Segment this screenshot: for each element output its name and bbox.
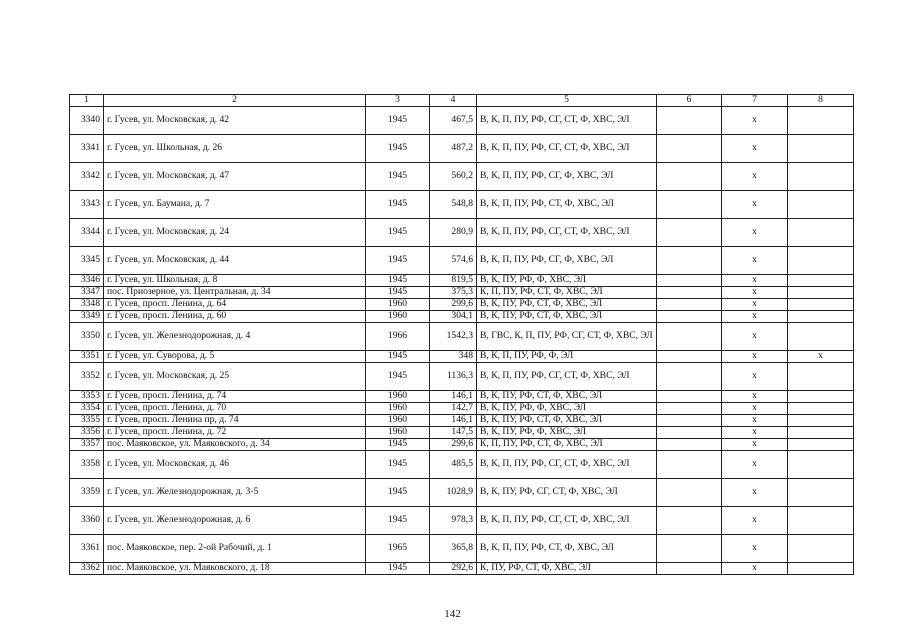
year-cell: 1965 (366, 535, 430, 563)
table-row (70, 351, 854, 363)
systems-cell: В, К, П, ПУ, РФ, СГ, СТ, Ф, ХВС, ЭЛ (477, 363, 657, 391)
address-cell: г. Гусев, ул. Школьная, д. 26 (104, 135, 366, 163)
column-7-cell: х (722, 219, 788, 247)
column-7-cell: х (722, 439, 788, 451)
column-7-cell: х (722, 507, 788, 535)
column-8-cell (788, 191, 854, 219)
row-number: 3356 (70, 427, 104, 439)
column-8-cell (788, 403, 854, 415)
area-cell: 574,6 (430, 247, 477, 275)
column-7-cell: х (722, 247, 788, 275)
area-cell: 467,5 (430, 107, 477, 135)
year-cell: 1960 (366, 403, 430, 415)
systems-cell: В, К, П, ПУ, РФ, Ф, ЭЛ (477, 351, 657, 363)
column-6-cell (657, 275, 722, 287)
table-row (70, 219, 854, 247)
column-8-cell (788, 323, 854, 351)
year-cell: 1960 (366, 415, 430, 427)
address-cell: г. Гусев, ул. Московская, д. 42 (104, 107, 366, 135)
column-7-cell: х (722, 163, 788, 191)
address-cell: г. Гусев, просп. Ленина, д. 60 (104, 311, 366, 323)
year-cell: 1960 (366, 427, 430, 439)
area-cell: 1542,3 (430, 323, 477, 351)
systems-cell: В, К, П, ПУ, РФ, СТ, Ф, ХВС, ЭЛ (477, 191, 657, 219)
column-7-cell: х (722, 535, 788, 563)
column-header-1: 1 (70, 95, 104, 107)
systems-cell: В, К, П, ПУ, РФ, СГ, СТ, Ф, ХВС, ЭЛ (477, 107, 657, 135)
address-cell: пос. Маяковское, пер. 2-ой Рабочий, д. 1 (104, 535, 366, 563)
column-7-cell: х (722, 107, 788, 135)
area-cell: 978,3 (430, 507, 477, 535)
year-cell: 1945 (366, 219, 430, 247)
table-row (70, 439, 854, 451)
column-header-4: 4 (430, 95, 477, 107)
table-row (70, 287, 854, 299)
row-number: 3341 (70, 135, 104, 163)
area-cell: 299,6 (430, 299, 477, 311)
systems-cell: В, К, П, ПУ, РФ, СГ, СТ, Ф, ХВС, ЭЛ (477, 219, 657, 247)
area-cell: 375,3 (430, 287, 477, 299)
column-6-cell (657, 415, 722, 427)
column-header-2: 2 (104, 95, 366, 107)
systems-cell: В, К, П, ПУ, РФ, СГ, СТ, Ф, ХВС, ЭЛ (477, 451, 657, 479)
table-row (70, 191, 854, 219)
column-6-cell (657, 563, 722, 575)
column-8-cell (788, 391, 854, 403)
row-number: 3344 (70, 219, 104, 247)
column-7-cell: х (722, 479, 788, 507)
systems-cell: В, К, ПУ, РФ, Ф, ХВС, ЭЛ (477, 403, 657, 415)
area-cell: 487,2 (430, 135, 477, 163)
systems-cell: В, К, ПУ, РФ, СТ, Ф, ХВС, ЭЛ (477, 415, 657, 427)
column-6-cell (657, 351, 722, 363)
column-number-row (70, 95, 854, 107)
table-row (70, 163, 854, 191)
year-cell: 1945 (366, 507, 430, 535)
systems-cell: В, ГВС, К, П, ПУ, РФ, СГ, СТ, Ф, ХВС, ЭЛ (477, 323, 657, 351)
address-cell: г. Гусев, ул. Школьная, д. 8 (104, 275, 366, 287)
column-6-cell (657, 323, 722, 351)
column-6-cell (657, 391, 722, 403)
column-6-cell (657, 507, 722, 535)
year-cell: 1945 (366, 451, 430, 479)
housing-register-table (69, 94, 854, 575)
address-cell: г. Гусев, просп. Ленина, д. 72 (104, 427, 366, 439)
year-cell: 1945 (366, 479, 430, 507)
row-number: 3354 (70, 403, 104, 415)
column-7-cell: х (722, 427, 788, 439)
column-8-cell (788, 219, 854, 247)
column-header-3: 3 (366, 95, 430, 107)
column-8-cell (788, 439, 854, 451)
table-body (70, 107, 854, 575)
column-6-cell (657, 247, 722, 275)
column-6-cell (657, 403, 722, 415)
systems-cell: В, К, ПУ, РФ, СГ, СТ, Ф, ХВС, ЭЛ (477, 479, 657, 507)
address-cell: г. Гусев, просп. Ленина, д. 70 (104, 403, 366, 415)
column-7-cell: х (722, 275, 788, 287)
column-7-cell: х (722, 299, 788, 311)
row-number: 3350 (70, 323, 104, 351)
area-cell: 365,8 (430, 535, 477, 563)
column-8-cell (788, 311, 854, 323)
systems-cell: В, К, П, ПУ, РФ, СГ, Ф, ХВС, ЭЛ (477, 163, 657, 191)
table-row (70, 135, 854, 163)
address-cell: г. Гусев, просп. Ленина, д. 64 (104, 299, 366, 311)
table-row (70, 107, 854, 135)
area-cell: 146,1 (430, 391, 477, 403)
area-cell: 548,8 (430, 191, 477, 219)
row-number: 3347 (70, 287, 104, 299)
column-8-cell (788, 427, 854, 439)
address-cell: г. Гусев, просп. Ленина, д. 74 (104, 391, 366, 403)
year-cell: 1966 (366, 323, 430, 351)
area-cell: 142,7 (430, 403, 477, 415)
area-cell: 1028,9 (430, 479, 477, 507)
column-header-7: 7 (722, 95, 788, 107)
address-cell: г. Гусев, ул. Московская, д. 47 (104, 163, 366, 191)
area-cell: 146,1 (430, 415, 477, 427)
systems-cell: В, К, П, ПУ, РФ, СГ, Ф, ХВС, ЭЛ (477, 247, 657, 275)
column-7-cell: х (722, 135, 788, 163)
year-cell: 1945 (366, 351, 430, 363)
table-row (70, 535, 854, 563)
row-number: 3349 (70, 311, 104, 323)
systems-cell: В, К, ПУ, РФ, Ф, ХВС, ЭЛ (477, 275, 657, 287)
table-row (70, 403, 854, 415)
column-8-cell (788, 163, 854, 191)
column-header-6: 6 (657, 95, 722, 107)
column-7-cell: х (722, 451, 788, 479)
address-cell: г. Гусев, ул. Московская, д. 24 (104, 219, 366, 247)
column-8-cell (788, 415, 854, 427)
column-6-cell (657, 219, 722, 247)
year-cell: 1945 (366, 363, 430, 391)
column-6-cell (657, 311, 722, 323)
year-cell: 1960 (366, 391, 430, 403)
area-cell: 560,2 (430, 163, 477, 191)
area-cell: 485,5 (430, 451, 477, 479)
column-6-cell (657, 451, 722, 479)
column-6-cell (657, 535, 722, 563)
table-row (70, 479, 854, 507)
column-8-cell (788, 107, 854, 135)
area-cell: 348 (430, 351, 477, 363)
row-number: 3353 (70, 391, 104, 403)
column-7-cell: х (722, 563, 788, 575)
column-6-cell (657, 427, 722, 439)
table-row (70, 323, 854, 351)
address-cell: г. Гусев, ул. Железнодорожная, д. 6 (104, 507, 366, 535)
column-6-cell (657, 363, 722, 391)
year-cell: 1945 (366, 563, 430, 575)
column-8-cell (788, 535, 854, 563)
column-7-cell: х (722, 391, 788, 403)
table-row (70, 507, 854, 535)
area-cell: 280,9 (430, 219, 477, 247)
address-cell: г. Гусев, ул. Баумана, д. 7 (104, 191, 366, 219)
year-cell: 1960 (366, 299, 430, 311)
column-8-cell (788, 135, 854, 163)
year-cell: 1945 (366, 135, 430, 163)
systems-cell: В, К, П, ПУ, РФ, СТ, Ф, ХВС, ЭЛ (477, 535, 657, 563)
row-number: 3360 (70, 507, 104, 535)
column-8-cell (788, 507, 854, 535)
address-cell: пос. Маяковское, ул. Маяковского, д. 34 (104, 439, 366, 451)
row-number: 3340 (70, 107, 104, 135)
table-row (70, 363, 854, 391)
year-cell: 1945 (366, 191, 430, 219)
systems-cell: В, К, ПУ, РФ, Ф, ХВС, ЭЛ (477, 427, 657, 439)
row-number: 3357 (70, 439, 104, 451)
area-cell: 1136,3 (430, 363, 477, 391)
area-cell: 819,5 (430, 275, 477, 287)
column-7-cell: х (722, 403, 788, 415)
column-7-cell: х (722, 191, 788, 219)
column-8-cell (788, 275, 854, 287)
table-row (70, 247, 854, 275)
row-number: 3359 (70, 479, 104, 507)
table-row (70, 451, 854, 479)
column-6-cell (657, 479, 722, 507)
column-6-cell (657, 439, 722, 451)
year-cell: 1945 (366, 439, 430, 451)
column-6-cell (657, 135, 722, 163)
area-cell: 292,6 (430, 563, 477, 575)
row-number: 3346 (70, 275, 104, 287)
year-cell: 1945 (366, 275, 430, 287)
row-number: 3352 (70, 363, 104, 391)
column-6-cell (657, 287, 722, 299)
table-row (70, 427, 854, 439)
address-cell: г. Гусев, ул. Суворова, д. 5 (104, 351, 366, 363)
address-cell: г. Гусев, ул. Московская, д. 25 (104, 363, 366, 391)
address-cell: г. Гусев, просп. Ленина пр, д. 74 (104, 415, 366, 427)
year-cell: 1945 (366, 247, 430, 275)
table-row (70, 563, 854, 575)
column-7-cell: х (722, 287, 788, 299)
systems-cell: В, К, ПУ, РФ, СТ, Ф, ХВС, ЭЛ (477, 299, 657, 311)
area-cell: 147,5 (430, 427, 477, 439)
table-row (70, 299, 854, 311)
row-number: 3343 (70, 191, 104, 219)
row-number: 3362 (70, 563, 104, 575)
address-cell: г. Гусев, ул. Московская, д. 46 (104, 451, 366, 479)
address-cell: г. Гусев, ул. Московская, д. 44 (104, 247, 366, 275)
column-8-cell (788, 287, 854, 299)
row-number: 3358 (70, 451, 104, 479)
column-8-cell (788, 363, 854, 391)
column-7-cell: х (722, 415, 788, 427)
row-number: 3351 (70, 351, 104, 363)
table-row (70, 311, 854, 323)
column-7-cell: х (722, 351, 788, 363)
column-8-cell: х (788, 351, 854, 363)
row-number: 3342 (70, 163, 104, 191)
systems-cell: К, П, ПУ, РФ, СТ, Ф, ХВС, ЭЛ (477, 439, 657, 451)
systems-cell: В, К, ПУ, РФ, СТ, Ф, ХВС, ЭЛ (477, 311, 657, 323)
systems-cell: К, П, ПУ, РФ, СТ, Ф, ХВС, ЭЛ (477, 287, 657, 299)
column-6-cell (657, 299, 722, 311)
table-row (70, 391, 854, 403)
column-7-cell: х (722, 323, 788, 351)
year-cell: 1945 (366, 287, 430, 299)
column-header-8: 8 (788, 95, 854, 107)
address-cell: пос. Приозерное, ул. Центральная, д. 34 (104, 287, 366, 299)
systems-cell: В, К, П, ПУ, РФ, СГ, СТ, Ф, ХВС, ЭЛ (477, 507, 657, 535)
column-header-5: 5 (477, 95, 657, 107)
area-cell: 304,1 (430, 311, 477, 323)
row-number: 3345 (70, 247, 104, 275)
year-cell: 1945 (366, 163, 430, 191)
row-number: 3355 (70, 415, 104, 427)
column-7-cell: х (722, 363, 788, 391)
column-6-cell (657, 107, 722, 135)
systems-cell: В, К, П, ПУ, РФ, СГ, СТ, Ф, ХВС, ЭЛ (477, 135, 657, 163)
year-cell: 1960 (366, 311, 430, 323)
column-7-cell: х (722, 311, 788, 323)
column-8-cell (788, 451, 854, 479)
table-row (70, 275, 854, 287)
column-6-cell (657, 163, 722, 191)
table-row (70, 415, 854, 427)
address-cell: г. Гусев, ул. Железнодорожная, д. 4 (104, 323, 366, 351)
row-number: 3348 (70, 299, 104, 311)
systems-cell: В, К, ПУ, РФ, СТ, Ф, ХВС, ЭЛ (477, 391, 657, 403)
column-8-cell (788, 299, 854, 311)
page-number: 142 (444, 608, 461, 620)
column-8-cell (788, 563, 854, 575)
area-cell: 299,6 (430, 439, 477, 451)
row-number: 3361 (70, 535, 104, 563)
address-cell: пос. Маяковское, ул. Маяковского, д. 18 (104, 563, 366, 575)
column-6-cell (657, 191, 722, 219)
year-cell: 1945 (366, 107, 430, 135)
address-cell: г. Гусев, ул. Железнодорожная, д. 3-5 (104, 479, 366, 507)
column-8-cell (788, 479, 854, 507)
systems-cell: К, ПУ, РФ, СТ, Ф, ХВС, ЭЛ (477, 563, 657, 575)
column-8-cell (788, 247, 854, 275)
